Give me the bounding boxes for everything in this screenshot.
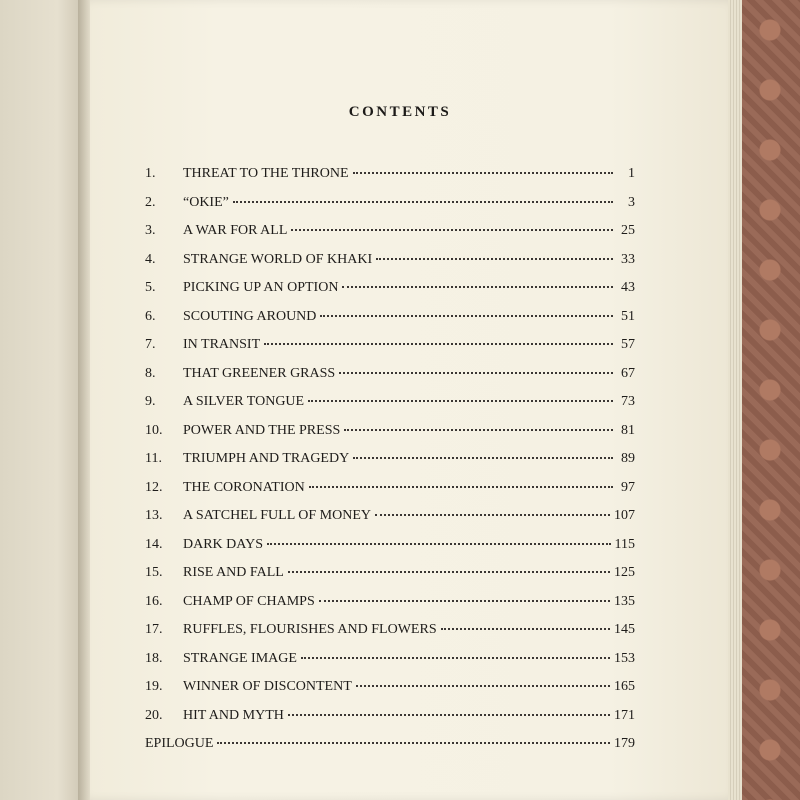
page-number: 51 bbox=[621, 308, 635, 324]
page-number: 73 bbox=[621, 394, 635, 409]
chapter-number: 17. bbox=[145, 622, 163, 637]
page-number: 43 bbox=[621, 280, 635, 295]
chapter-number: 15. bbox=[145, 565, 163, 580]
chapter-number: 11. bbox=[145, 451, 162, 466]
toc-entry bbox=[145, 451, 635, 480]
toc-entry bbox=[145, 280, 635, 309]
toc-entry bbox=[145, 166, 635, 195]
chapter-title: RISE AND FALL bbox=[183, 565, 284, 580]
chapter-number: 7. bbox=[145, 337, 156, 352]
dot-leader bbox=[233, 201, 613, 203]
page-number: 135 bbox=[614, 593, 635, 609]
epilogue-title: EPILOGUE bbox=[145, 736, 214, 751]
dot-leader bbox=[356, 685, 610, 687]
chapter-title: WINNER OF DISCONTENT bbox=[183, 679, 352, 694]
chapter-title: “OKIE” bbox=[183, 194, 229, 210]
toc-entry bbox=[145, 651, 635, 680]
chapter-number: 1. bbox=[145, 166, 156, 181]
dot-leader bbox=[217, 742, 610, 744]
dot-leader bbox=[291, 229, 613, 231]
page-number: 153 bbox=[614, 650, 635, 666]
toc-entry bbox=[145, 252, 635, 281]
dot-leader bbox=[320, 315, 613, 317]
toc-entry bbox=[145, 537, 635, 566]
page-number: 67 bbox=[621, 365, 635, 381]
dot-leader bbox=[376, 258, 613, 260]
toc-entry bbox=[145, 622, 635, 651]
chapter-title: STRANGE IMAGE bbox=[183, 650, 297, 666]
dot-leader bbox=[344, 429, 613, 431]
dot-leader bbox=[339, 372, 613, 374]
dot-leader bbox=[319, 600, 610, 602]
chapter-number: 20. bbox=[145, 707, 163, 723]
page-number: 165 bbox=[614, 679, 635, 694]
page-number: 125 bbox=[614, 565, 635, 580]
chapter-title: THREAT TO THE THRONE bbox=[183, 166, 349, 181]
chapter-number: 6. bbox=[145, 308, 156, 324]
page-number: 1 bbox=[628, 166, 635, 181]
page-number: 81 bbox=[621, 422, 635, 438]
dot-leader bbox=[288, 571, 610, 573]
chapter-number: 5. bbox=[145, 280, 156, 295]
chapter-number: 8. bbox=[145, 365, 156, 381]
toc-entry bbox=[145, 309, 635, 338]
chapter-title: HIT AND MYTH bbox=[183, 707, 284, 723]
toc-entry bbox=[145, 423, 635, 452]
dot-leader bbox=[308, 400, 613, 402]
dot-leader bbox=[309, 486, 613, 488]
table-of-contents bbox=[145, 166, 635, 765]
toc-entry bbox=[145, 195, 635, 224]
toc-entry bbox=[145, 480, 635, 509]
chapter-number: 18. bbox=[145, 650, 163, 666]
dot-leader bbox=[264, 343, 613, 345]
page-title: CONTENTS bbox=[348, 104, 452, 120]
chapter-number: 16. bbox=[145, 593, 163, 609]
chapter-title: A SILVER TONGUE bbox=[183, 394, 305, 409]
chapter-number: 2. bbox=[145, 194, 156, 210]
chapter-title: SCOUTING AROUND bbox=[183, 308, 317, 324]
chapter-title: TRIUMPH AND TRAGEDY bbox=[183, 451, 350, 466]
page-number: 3 bbox=[628, 194, 635, 210]
toc-entry bbox=[145, 679, 635, 708]
toc-entry bbox=[145, 565, 635, 594]
dot-leader bbox=[342, 286, 613, 288]
chapter-title: A WAR FOR ALL bbox=[183, 223, 288, 238]
chapter-number: 4. bbox=[145, 251, 156, 267]
page-number: 25 bbox=[621, 223, 635, 238]
chapter-number: 9. bbox=[145, 394, 156, 409]
dot-leader bbox=[353, 172, 613, 174]
chapter-title: CHAMP OF CHAMPS bbox=[183, 593, 315, 609]
chapter-number: 13. bbox=[145, 508, 163, 523]
chapter-number: 12. bbox=[145, 479, 163, 495]
chapter-title: A SATCHEL FULL OF MONEY bbox=[183, 508, 371, 523]
chapter-title: POWER AND THE PRESS bbox=[183, 422, 341, 438]
dot-leader bbox=[375, 514, 610, 516]
toc-entry-epilogue bbox=[145, 736, 635, 765]
toc-entry bbox=[145, 594, 635, 623]
toc-entry bbox=[145, 337, 635, 366]
dot-leader bbox=[301, 657, 610, 659]
chapter-number: 14. bbox=[145, 536, 163, 552]
page-number: 57 bbox=[621, 337, 635, 352]
page-number: 179 bbox=[614, 736, 635, 751]
page-number: 33 bbox=[621, 251, 635, 267]
page-number: 171 bbox=[614, 707, 635, 723]
chapter-title: RUFFLES, FLOURISHES AND FLOWERS bbox=[183, 622, 437, 637]
page-number: 107 bbox=[614, 508, 635, 523]
toc-entry bbox=[145, 394, 635, 423]
page-number: 115 bbox=[614, 536, 635, 552]
dot-leader bbox=[288, 714, 610, 716]
toc-entry bbox=[145, 223, 635, 252]
chapter-title: THE CORONATION bbox=[183, 479, 305, 495]
chapter-number: 3. bbox=[145, 223, 156, 238]
chapter-number: 19. bbox=[145, 679, 163, 694]
dot-leader bbox=[441, 628, 610, 630]
page-number: 89 bbox=[621, 451, 635, 466]
chapter-number: 10. bbox=[145, 422, 163, 438]
page-number: 145 bbox=[614, 622, 635, 637]
chapter-title: STRANGE WORLD OF KHAKI bbox=[183, 251, 373, 267]
dot-leader bbox=[353, 457, 613, 459]
chapter-title: THAT GREENER GRASS bbox=[183, 365, 336, 381]
chapter-title: PICKING UP AN OPTION bbox=[183, 280, 339, 295]
chapter-title: IN TRANSIT bbox=[183, 337, 261, 352]
toc-entry bbox=[145, 708, 635, 737]
chapter-title: DARK DAYS bbox=[183, 536, 264, 552]
toc-entry bbox=[145, 508, 635, 537]
page-number: 97 bbox=[621, 479, 635, 495]
toc-entry bbox=[145, 366, 635, 395]
dot-leader bbox=[267, 543, 611, 545]
